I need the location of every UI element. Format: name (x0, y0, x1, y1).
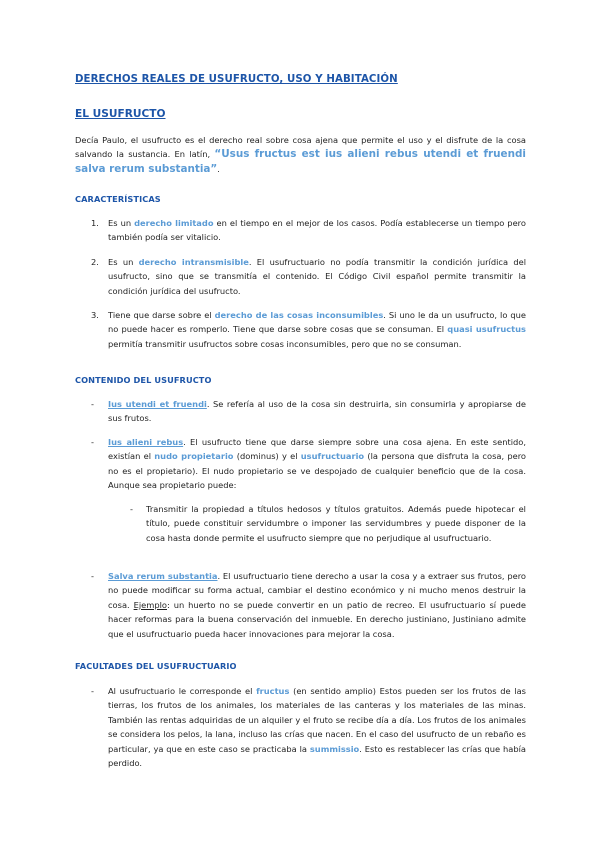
list-item: Tiene que darse sobre el derecho de las cosas inconsumibles. Si uno le da un usufructo, lo que no puede hacer es romperlo. Tiene que darse sobre cosas que se consuman. El quasi usufructus permitía transmitir usufructos sobre cosas inconsumibles, pero que no se consuman. (108, 310, 526, 349)
list-item: Es un derecho limitado en el tiempo en el mejor de los casos. Podía establecerse un tiempo pero también podía ser vitalicio. (108, 218, 526, 243)
document-title: DERECHOS REALES DE USUFRUCTO, USO Y HABITACIÓN (75, 74, 398, 85)
list-item: Al usufructuario le corresponde el fructus (en sentido amplio) Estos pueden ser los frutos de las tierras, los frutos de los animales, los materiales de las canteras y los materiales de las minas. También las rentas adquiridas de un alquiler y el fruto se recibe día a día. Los frutos de los animales se considera los pelos, la lana, incluso las crías que nacen. En el caso del usufructo de un rebaño es particular, ya que en este caso se practicaba la summissio. Esto es restablecer las crías que había perdido. (108, 686, 527, 769)
list-item: Salva rerum substantia. El usufructuario tiene derecho a usar la cosa y a extraer sus frutos, pero no puede modificar su forma actual, cambiar el destino económico y ni mucho menos destruir la cosa. Ejemplo: un huerto no se puede convertir en un patio de recreo. El usufructuario sí puede hacer reformas para la buena conservación del inmueble. En derecho justiniano, Justiniano admite que el usufructuario pueda hacer innovaciones para mejorar la cosa. (108, 571, 527, 639)
dash-bullet: - (91, 437, 94, 447)
list-item: Ius utendi et fruendi. Se refería al uso de la cosa sin destruirla, sin consumirla y apropiarse de sus frutos. (108, 399, 527, 424)
sub-bullet: - (130, 504, 133, 514)
latin-quote: “Usus fructus est ius alieni rebus utendi et fruendi salva rerum substantia” (75, 148, 526, 175)
heading-caracteristicas: CARACTERÍSTICAS (75, 194, 161, 204)
dash-bullet: - (91, 686, 94, 696)
heading-contenido: CONTENIDO DEL USUFRUCTO (75, 375, 212, 385)
list-item: Es un derecho intransmisible. El usufructuario no podía transmitir la condición jurídica del usufructo, sino que se transmitía el contenido. El Código Civil español permite transmitir la condición jurídica del usufructo. (108, 257, 527, 296)
section-heading-usufructo: EL USUFRUCTO (75, 108, 166, 120)
sub-list-item: Transmitir la propiedad a títulos hedosos y títulos gratuitos. Además puede hipotecar el título, puede constituir servidumbre o imponer las servidumbres y puede disponer de la cosa hasta donde permite el usufructo siempre que no perjudique al usufructuario. (146, 504, 526, 543)
list-item: Ius alieni rebus. El usufructo tiene que darse siempre sobre una cosa ajena. En este sentido, existían el nudo propietario (dominus) y el usufructuario (la persona que disfruta la cosa, pero no es el propietario). El nudo propietario se ve despojado de cualquier beneficio que de la cosa. Aunque sea propietario puede: (108, 437, 526, 491)
dash-bullet: - (91, 399, 94, 409)
list-number: 2. (91, 257, 99, 267)
dash-bullet: - (91, 571, 94, 581)
list-number: 1. (91, 218, 99, 228)
heading-facultades: FACULTADES DEL USUFRUCTUARIO (75, 661, 237, 671)
list-number: 3. (91, 310, 99, 320)
intro-paragraph: Decía Paulo, el usufructo es el derecho real sobre cosa ajena que permite el uso y el disfrute de la cosa salvando la sustancia. En latín, “Usus fructus est ius alieni rebus utendi et fruendi salva rerum substantia”. (75, 135, 526, 175)
